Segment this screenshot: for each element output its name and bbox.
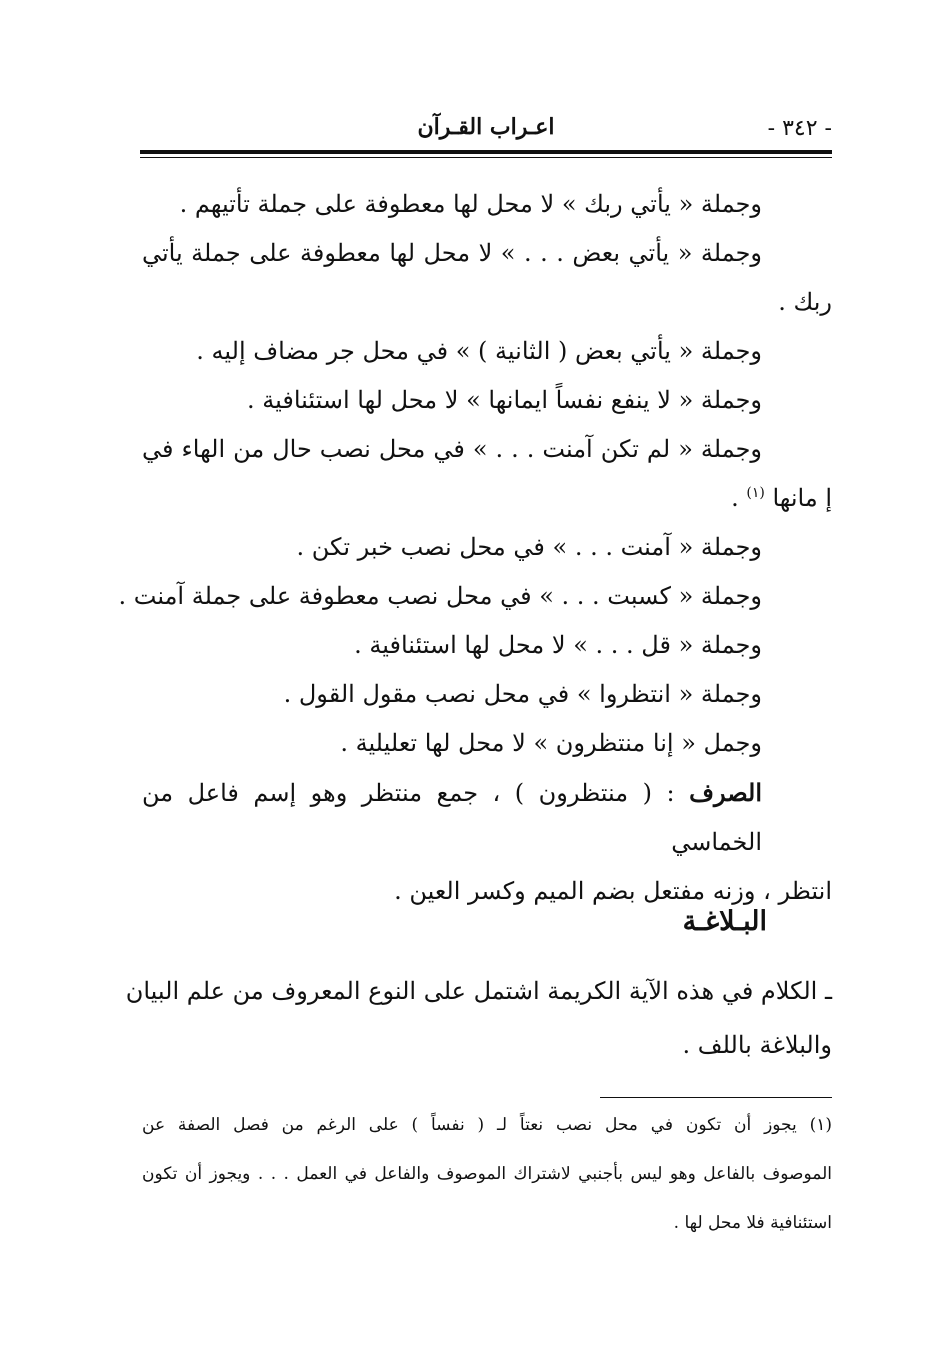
text-line: وجملة « يأتي بعض . . . » لا محل لها معطوفة على جملة يأتي (142, 239, 762, 267)
footnote-marker: (١) (746, 485, 765, 501)
text-line: ـ الكلام في هذه الآية الكريمة اشتمل على النوع المعروف من علم البيان (125, 977, 832, 1005)
footnotes (142, 1108, 832, 1255)
text-line: وجمل « إنا منتظرون » لا محل لها تعليلية . (340, 729, 762, 757)
text-line: والبلاغة باللف . (682, 1031, 832, 1059)
text-line: وجملة « كسبت . . . » في محل نصب معطوفة على جملة آمنت . (118, 582, 762, 610)
text-line: وجملة « انتظروا » في محل نصب مقول القول . (283, 680, 762, 708)
sarf-text: : ( منتظرون ) ، جمع منتظر وهو إسم فاعل من الخماسي (142, 779, 762, 856)
balagha-text (125, 964, 832, 1072)
page-header (140, 112, 832, 146)
footnote-line: (١) يجوز أن تكون في محل نصب نعتاً لـ ( نفساً ) على الرغم من فصل الصفة عن (142, 1115, 832, 1135)
text-line: وجملة « يأتي ربك » لا محل لها معطوفة على جملة تأتيهم . (179, 190, 762, 218)
footnote-line: الموصوف بالفاعل وهو ليس بأجنبي لاشتراك الموصوف والفاعل في العمل . . . ويجوز أن تكون (142, 1164, 832, 1184)
section-heading: البـلاغـة (682, 906, 767, 937)
text-line: وجملة « لم تكن آمنت . . . » في محل نصب حال من الهاء في (142, 435, 762, 463)
footnote-line: استئنافية فلا محل لها . (673, 1213, 832, 1233)
text-line (142, 474, 832, 523)
header-rule-thin (140, 157, 832, 158)
sarf-line (142, 768, 832, 867)
text-fragment: إ مانها (772, 484, 832, 512)
text-fragment: . (731, 484, 747, 512)
text-line: وجملة « يأتي بعض ( الثانية ) » في محل جر مضاف إليه . (196, 337, 762, 365)
header-rule (140, 150, 832, 154)
text-line: وجملة « آمنت . . . » في محل نصب خبر تكن . (296, 533, 762, 561)
text-line: وجملة « قل . . . » لا محل لها استئنافية . (354, 631, 762, 659)
page-number: - ٣٤٢ - (767, 116, 832, 141)
text-line: انتظر ، وزنه مفتعل بضم الميم وكسر العين . (394, 877, 832, 905)
book-title: اعـراب القـرآن (417, 114, 555, 140)
sarf-label: الصرف (689, 778, 762, 807)
main-text (118, 180, 832, 916)
footnote-rule (600, 1097, 832, 1098)
text-line: ربك . (778, 288, 832, 316)
text-line: وجملة « لا ينفع نفساً ايمانها » لا محل لها استئنافية . (247, 386, 762, 414)
